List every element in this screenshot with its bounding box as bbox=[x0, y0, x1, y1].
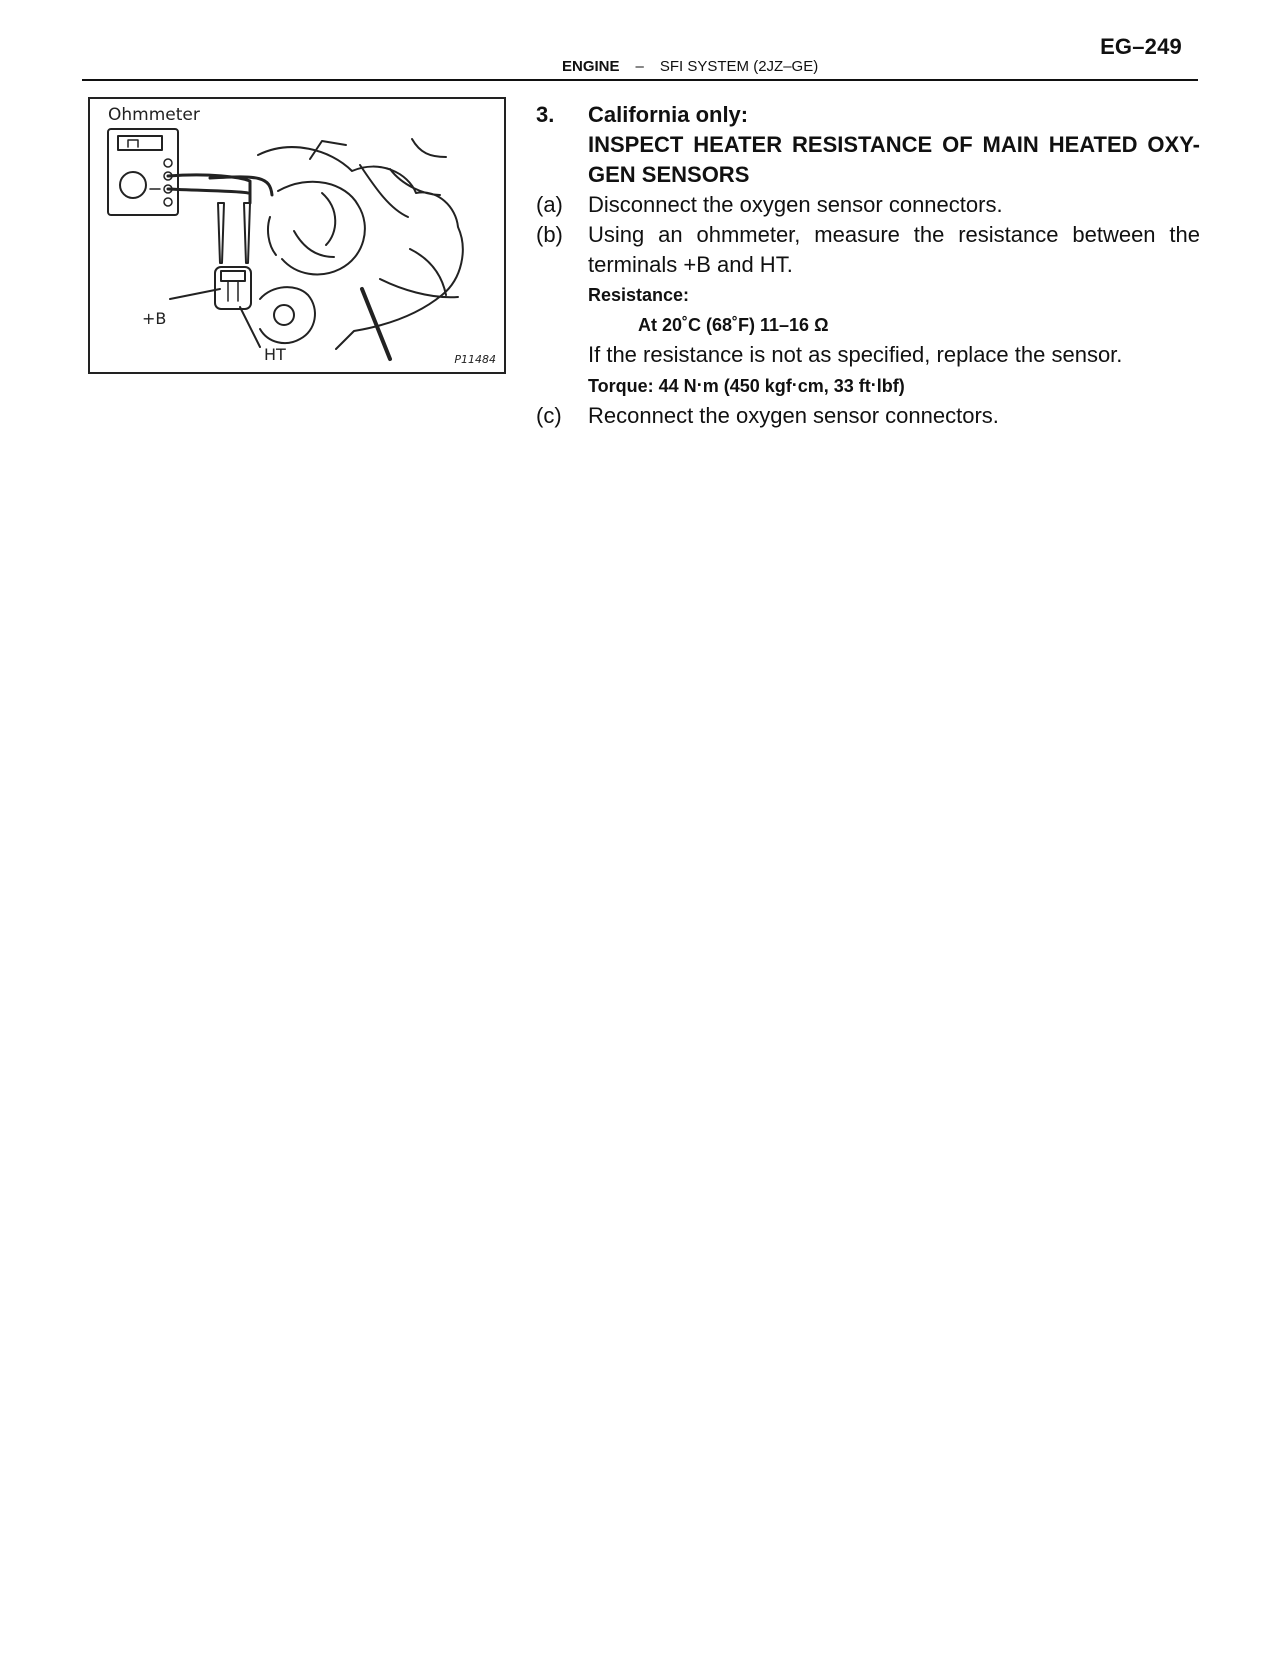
running-head bbox=[562, 58, 818, 75]
step-heading bbox=[536, 100, 1200, 190]
figure-code: P11484 bbox=[454, 353, 496, 366]
terminal-ht-label: HT bbox=[264, 345, 286, 364]
middle-dot: · bbox=[696, 375, 703, 395]
step-condition: California only: bbox=[588, 102, 749, 127]
torque-part: cm, 33 ft bbox=[797, 376, 871, 396]
torque-part: lbf) bbox=[876, 376, 905, 396]
torque-part: Torque: 44 N bbox=[588, 376, 697, 396]
torque-spec bbox=[588, 370, 1200, 401]
replace-note: If the resistance is not as specified, replace the sensor. bbox=[588, 342, 1123, 367]
ohmmeter-illustration bbox=[88, 97, 506, 374]
ohmmeter-label: Ohmmeter bbox=[108, 105, 200, 125]
resistance-label: Resistance: bbox=[588, 285, 690, 305]
terminal-b-label: +B bbox=[142, 309, 167, 328]
substep-c bbox=[536, 401, 1200, 431]
substep-c-marker: (c) bbox=[536, 403, 562, 428]
step-title: INSPECT HEATER RESISTANCE OF MAIN HEATED OXY-GEN SENSORS bbox=[588, 132, 1200, 187]
engine-drawing bbox=[90, 99, 504, 372]
step-number: 3. bbox=[536, 102, 555, 127]
procedure-text bbox=[536, 100, 1200, 431]
substep-a-text: Disconnect the oxygen sensor connectors. bbox=[588, 192, 1003, 217]
header-separator: – bbox=[635, 58, 644, 75]
substep-b-text: Using an ohmmeter, measure the resistance between the terminals +B and HT. bbox=[588, 222, 1200, 277]
section-title: ENGINE bbox=[562, 58, 620, 75]
substep-a-marker: (a) bbox=[536, 192, 563, 217]
torque-part: m (450 kgf bbox=[702, 376, 792, 396]
header-rule bbox=[82, 79, 1198, 81]
resistance-value: At 20˚C (68˚F) 11–16 Ω bbox=[638, 315, 829, 335]
substep-c-text: Reconnect the oxygen sensor connectors. bbox=[588, 403, 999, 428]
substep-a bbox=[536, 190, 1200, 220]
page-number: EG–249 bbox=[1100, 34, 1182, 59]
substep-b bbox=[536, 220, 1200, 401]
middle-dot: · bbox=[791, 375, 798, 395]
subsection-title: SFI SYSTEM (2JZ–GE) bbox=[659, 58, 819, 75]
substep-b-marker: (b) bbox=[536, 222, 563, 247]
middle-dot: · bbox=[870, 375, 877, 395]
